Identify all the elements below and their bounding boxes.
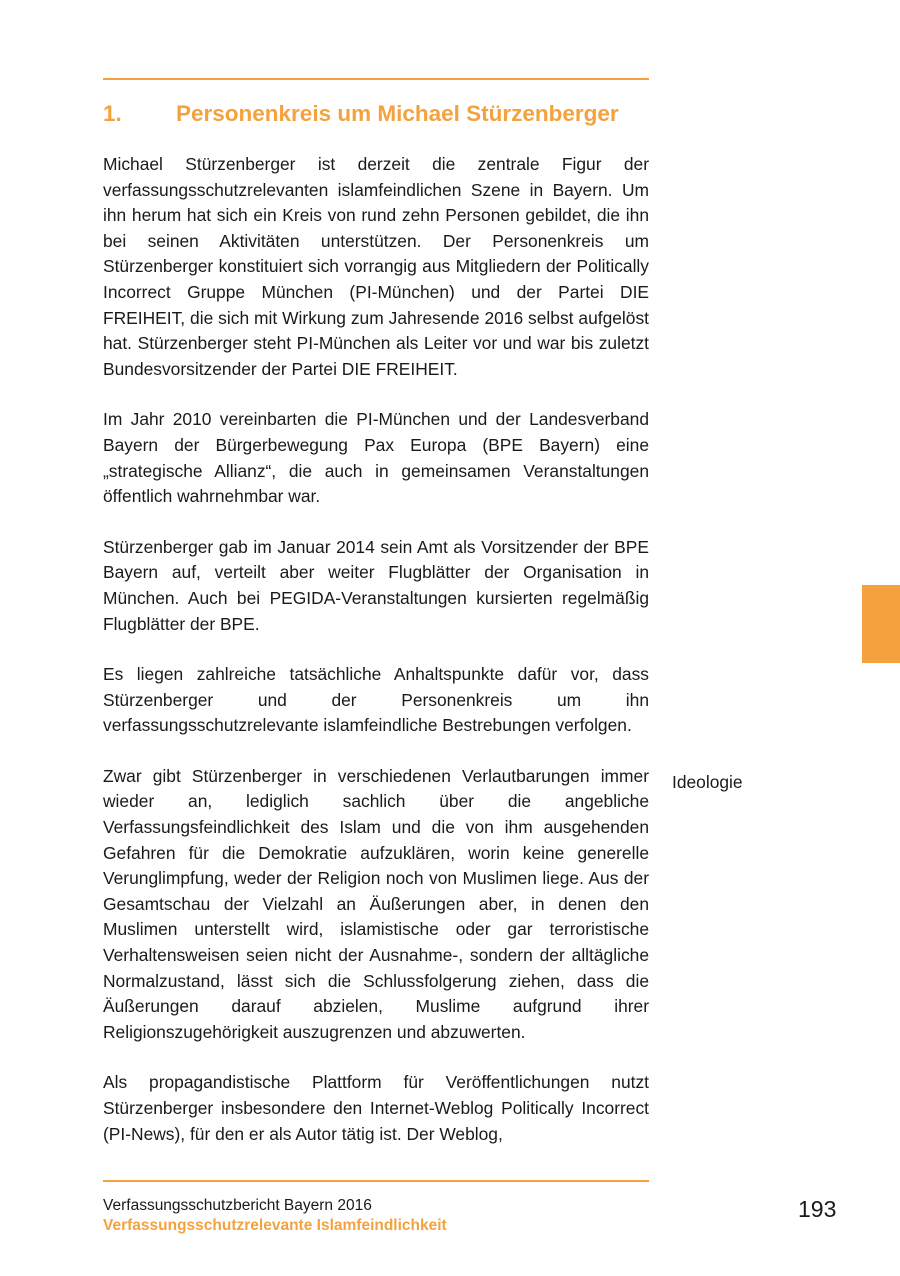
section-title: Personenkreis um Michael Stürzenberger <box>176 101 619 126</box>
paragraph-1: Michael Stürzenberger ist derzeit die zentrale Figur der verfassungsschutzrelevanten islamfeindlichen Szene in Bayern. Um ihn herum hat sich ein Kreis von rund zehn Personen gebildet, die ihn bei seinen Aktivitäten unterstützen. Der Personenkreis um Stürzenberger konstituiert sich vorrangig aus Mitgliedern der Politically Incorrect Gruppe München (PI-München) und der Partei DIE FREIHEIT, die sich mit Wirkung zum Jahresende 2016 selbst aufgelöst hat. Stürzenberger steht PI-München als Leiter vor und war bis zuletzt Bundesvorsitzender der Partei DIE FREIHEIT. <box>103 154 649 379</box>
section-heading <box>103 99 663 129</box>
page-number: 193 <box>798 1196 837 1222</box>
header-rule <box>103 78 649 80</box>
chapter-tab-marker <box>862 585 900 663</box>
section-number: 1. <box>103 101 122 126</box>
paragraph-3: Stürzenberger gab im Januar 2014 sein Amt als Vorsitzender der BPE Bayern auf, verteilt aber weiter Flugblätter der Organisation in München. Auch bei PEGIDA-Veranstaltungen kursierten regelmäßig Flugblätter der BPE. <box>103 536 649 634</box>
margin-note-ideologie: Ideologie <box>672 772 743 792</box>
paragraph-6: Als propagandistische Plattform für Veröffentlichungen nutzt Stürzenberger insbesondere den Internet-Weblog Politically Incorrect (PI-News), für den er als Autor tätig ist. Der Weblog, <box>103 1072 649 1144</box>
body-text <box>103 152 649 1172</box>
paragraph-4: Es liegen zahlreiche tatsächliche Anhaltspunkte dafür vor, dass Stürzenberger und der Personenkreis um ihn verfassungsschutzrelevante islamfeindliche Bestrebungen verfolgen. <box>103 664 649 736</box>
footer-report-title: Verfassungsschutzbericht Bayern 2016 <box>103 1197 372 1214</box>
footer-rule <box>103 1180 649 1182</box>
footer-chapter-title: Verfassungsschutzrelevante Islamfeindlichkeit <box>103 1217 447 1234</box>
paragraph-2: Im Jahr 2010 vereinbarten die PI-München und der Landesverband Bayern der Bürgerbewegung Pax Europa (BPE Bayern) eine „strategische Allianz“, die auch in gemeinsamen Veranstaltungen öffentlich wahrnehmbar war. <box>103 409 649 507</box>
paragraph-5: Zwar gibt Stürzenberger in verschiedenen Verlautbarungen immer wieder an, lediglich sachlich über die angebliche Verfassungsfeindlichkeit des Islam und die von ihm ausgehenden Gefahren für die Demokratie aufzuklären, worin keine generelle Verunglimpfung, weder der Religion noch von Muslimen liege. Aus der Gesamtschau der Vielzahl an Äußerungen aber, in denen den Muslimen unterstellt wird, islamistische oder gar terroristische Verhaltensweisen seien nicht der Ausnahme-, sondern der alltägliche Normalzustand, lässt sich die Schlussfolgerung ziehen, dass die Äußerungen darauf abzielen, Muslime aufgrund ihrer Religionszugehörigkeit auszugrenzen und abzuwerten. <box>103 765 649 1042</box>
